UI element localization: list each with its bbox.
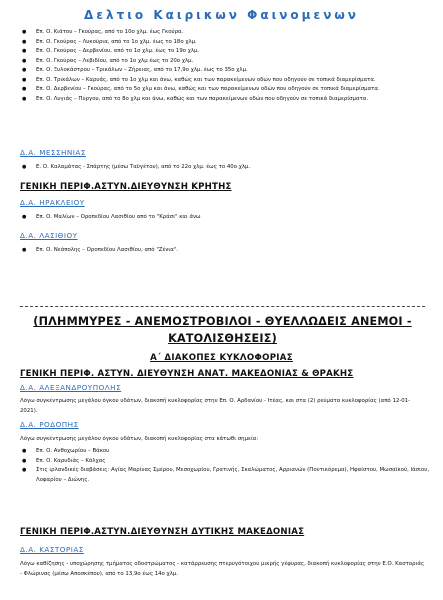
da-messinias-heading: Δ.Α. ΜΕΣΣΗΝΙΑΣ	[20, 148, 86, 157]
list-item: ● Επ. Ο. Δερβενίου – Γκούρας, από το 5ο χλμ και άνω, καθώς και των παρακείμενων οδών που οδηγούν σε τοπικά διαμερίσματα.	[20, 85, 430, 95]
road-list-messinias	[20, 163, 430, 173]
da-rodopis-heading: Δ.Α. ΡΟΔΟΠΗΣ	[20, 420, 79, 429]
da-lasithiou-heading: Δ.Α. ΛΑΣΙΘΙΟΥ	[20, 231, 78, 240]
list-item: ● Επ. Ο. Τρικάλων – Καρυάς, από το 1ο χλμ και άνω, καθώς και των παρακείμενων οδών που οδηγούν σε τοπικά διαμερίσματα.	[20, 76, 430, 86]
road-list-lasithiou	[20, 246, 430, 256]
list-item: ● Επ. Ο. Καρυδιάς – Κάλχας	[20, 457, 430, 467]
hazards-title: (ΠΛΗΜΜΥΡΕΣ - ΑΝΕΜΟΣΤΡΟΒΙΛΟΙ - ΘΥΕΛΛΩΔΕΙΣ ΑΝΕΜΟΙ - ΚΑΤΟΛΙΣΘΗΣΕΙΣ)	[33, 315, 412, 345]
list-item: ● Επ. Ο. Γκούρας – Λεβιδίου, από το 1ο χλμ έως το 20ο χλμ.	[20, 57, 430, 67]
traffic-closures-heading: Α΄ ΔΙΑΚΟΠΕΣ ΚΥΚΛΟΦΟΡΙΑΣ	[150, 353, 293, 363]
gen-dytikis-makedonias-heading: ΓΕΝΙΚΗ ΠΕΡΙΦ.ΑΣΤΥΝ.ΔΙΕΥΘΥΝΣΗ ΔΥΤΙΚΗΣ ΜΑΚΕΔΟΝΙΑΣ	[20, 527, 305, 537]
list-item: ● Επ. Ο. Ανθοχωρίου – Βάκου	[20, 447, 430, 457]
list-item: ● Επ. Ο. Γκούρας – Δερβενίου, από το 1ο χλμ. έως το 19ο χλμ.	[20, 47, 430, 57]
gen-kritis-heading: ΓΕΝΙΚΗ ΠΕΡΙΦ.ΑΣΤΥΝ.ΔΙΕΥΘΥΝΣΗ ΚΡΗΤΗΣ	[20, 182, 232, 192]
road-list-irakleiou	[20, 213, 430, 223]
section-divider	[20, 306, 425, 307]
bulletin-header: Δελτιο Καιρικων Φαινομενων	[84, 8, 359, 22]
list-item: ● Επ. Ο. Γκούρας – Λυκούρια, από το 1ο χλμ. έως το 18ο χλμ.	[20, 38, 430, 48]
rodopis-text: Λόγω συγκέντρωσης μεγάλου όγκου υδάτων, διακοπή κυκλοφορίας στα κάτωθι σημεία:	[20, 436, 259, 442]
list-item: ● Επ. Ο. Κιάτου – Γκούρας, από το 10ο χλμ. έως Γκούρα.	[20, 28, 430, 38]
road-list-korinthias	[20, 28, 430, 104]
list-item: ● Στις ιρλανδικές διαβάσεις: Αγίας Μαρίνας Σμέρου, Μεσοχωρίου, Γρατινής, Σκαλώματος, Αρριανών (Ποντικόρεμα), Ηφαίστου, Μωσαϊκού, Ιάσιου, Λοφαρίου – Διώνης.	[20, 466, 430, 485]
list-item: ● Επ. Ο. Νεάπολης – Οροπεδίου Λασιθίου, από "Ζένια".	[20, 246, 430, 256]
list-item: ● Επ. Ο. Ξυλοκάστρου – Τρικάλων – Ζήρειας, από το 17,9ο χλμ. έως το 35ο χλμ.	[20, 66, 430, 76]
da-kastorias-heading: Δ.Α. ΚΑΣΤΟΡΙΑΣ	[20, 545, 84, 554]
da-irakleiou-heading: Δ.Α. ΗΡΑΚΛΕΙΟΥ	[20, 198, 85, 207]
list-item: ● Επ. Ο. Λυγιάς – Πύργου, από το 8ο χλμ και άνω, καθώς και των παρακείμενων οδών που οδηγούν σε τοπικά διαμερίσματα.	[20, 95, 430, 105]
alexandroupolis-text: Λόγω συγκέντρωσης μεγάλου όγκου υδάτων, διακοπή κυκλοφορίας στην Επ. Ο. Αρδανίου - Ιτέας, και στα (2) ρεύματα κυκλοφορίας (από 12-01-2021).	[20, 398, 411, 414]
list-item: ● Ε. Ο. Καλαμάτας - Σπάρτης (μέσω Ταϋγέτου), από το 22ο χλμ. έως το 40ο χλμ.	[20, 163, 430, 173]
da-alexandroupolis-heading: Δ.Α. ΑΛΕΞΑΝΔΡΟΥΠΟΛΗΣ	[20, 383, 122, 392]
gen-amth-heading: ΓΕΝΙΚΗ ΠΕΡΙΦ. ΑΣΤΥΝ. ΔΙΕΥΘΥΝΣΗ ΑΝΑΤ. ΜΑΚΕΔΟΝΙΑΣ & ΘΡΑΚΗΣ	[20, 369, 354, 379]
list-item: ● Επ. Ο. Μαλίων – Οροπεδίου Λασιθίου από το "Κράσι" και άνω	[20, 213, 430, 223]
road-list-rodopis	[20, 447, 430, 485]
kastorias-text: Λόγω καθίζησης - υποχώρησης τμήματος οδοστρώματος - κατάρρευσης πτερυγότοιχου μικρής γέφυρας, διακοπή κυκλοφορίας στην Ε.Ο. Καστοριάς - Φλώρινας (μέσω Αποσκέπου), από το 13,9ο έως 14ο χλμ.	[20, 561, 425, 577]
